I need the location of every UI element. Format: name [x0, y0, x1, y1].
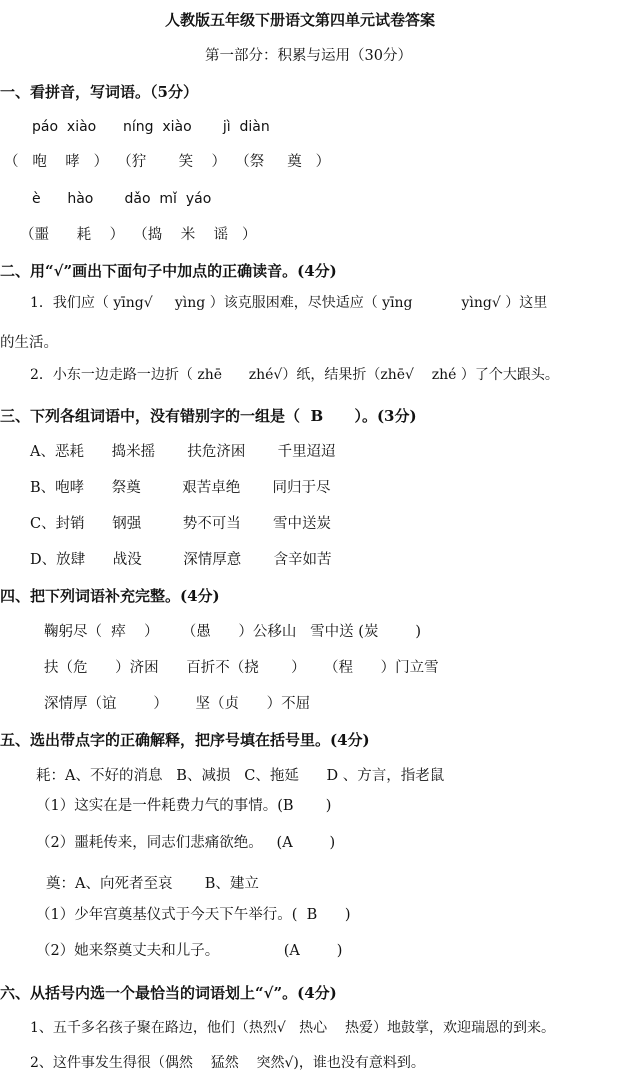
s4-row2: 扶（危 ）济困 百折不（挠 ） （程 ）门立雪 — [44, 660, 439, 676]
s1-row1-words: （ 咆 哮 ） （狞 笑 ） （祭 奠 ） — [4, 154, 331, 170]
s5-dian-q1: （1）少年宫奠基仪式于今天下午举行。( B ) — [36, 907, 351, 923]
s5-hao-q2: （2）噩耗传来，同志们悲痛欲绝。 (A ) — [36, 835, 336, 851]
section-2-heading: 二、用“√”画出下面句子中加点的正确读音。(4分) — [0, 262, 337, 280]
s5-hao-q1: （1）这实在是一件耗费力气的事情。(B ) — [36, 798, 332, 814]
s3-option-b: B、咆哮 祭奠 艰苦卓绝 同归于尽 — [30, 480, 331, 496]
s1-row1-pinyin: páo xiào níng xiào jì diàn — [32, 119, 270, 135]
s1-row2-words: （噩 耗 ） （捣 米 谣 ） — [20, 227, 257, 243]
section-3-heading: 三、下列各组词语中，没有错别字的一组是（ B ）。(3分) — [0, 407, 417, 425]
s4-row1: 鞠躬尽（ 瘁 ） （愚 ）公移山 雪中送 (炭 ) — [44, 624, 421, 640]
s2-q1-line2: 的生活。 — [0, 335, 58, 351]
section-5-heading: 五、选出带点字的正确解释，把序号填在括号里。(4分) — [0, 731, 370, 749]
section-4-heading: 四、把下列词语补充完整。(4分) — [0, 587, 220, 605]
s4-row3: 深情厚（谊 ） 坚（贞 ）不屈 — [44, 696, 311, 712]
s5-dian-q2: （2）她来祭奠丈夫和儿子。 (A ) — [36, 943, 343, 959]
s5-dian-options: 奠：A、向死者至哀 B、建立 — [46, 876, 259, 892]
s5-hao-options: 耗：A、不好的消息 B、减损 C、拖延 D 、方言，指老鼠 — [36, 768, 445, 784]
page-subtitle: 第一部分：积累与运用（30分） — [205, 48, 412, 64]
s2-q2: 2．小东一边走路一边折（ zhē zhé√）纸，结果折（zhē√ zhé ）了个大跟头。 — [30, 367, 559, 383]
page-title: 人教版五年级下册语文第四单元试卷答案 — [165, 11, 436, 29]
s6-q2: 2、这件事发生得很（偶然 猛然 突然√)，谁也没有意料到。 — [30, 1055, 425, 1071]
section-1-heading: 一、看拼音，写词语。（5分） — [0, 83, 198, 101]
s2-q1-line1: 1．我们应（ yīng√ yìng ）该克服困难，尽快适应（ yīng yìng√ ）这里 — [30, 295, 548, 311]
s3-option-d: D、放肆 战没 深情厚意 含辛如苦 — [30, 552, 332, 568]
s3-option-a: A、恶耗 捣米摇 扶危济困 千里迢迢 — [30, 444, 336, 460]
s1-row2-pinyin: è hào dǎo mǐ yáo — [32, 191, 212, 207]
s6-q1: 1、五千多名孩子聚在路边，他们（热烈√ 热心 热爱）地鼓掌，欢迎瑞恩的到来。 — [30, 1020, 555, 1036]
section-6-heading: 六、从括号内选一个最恰当的词语划上“√”。(4分) — [0, 984, 337, 1002]
s3-option-c: C、封销 钢强 势不可当 雪中送炭 — [30, 516, 331, 532]
